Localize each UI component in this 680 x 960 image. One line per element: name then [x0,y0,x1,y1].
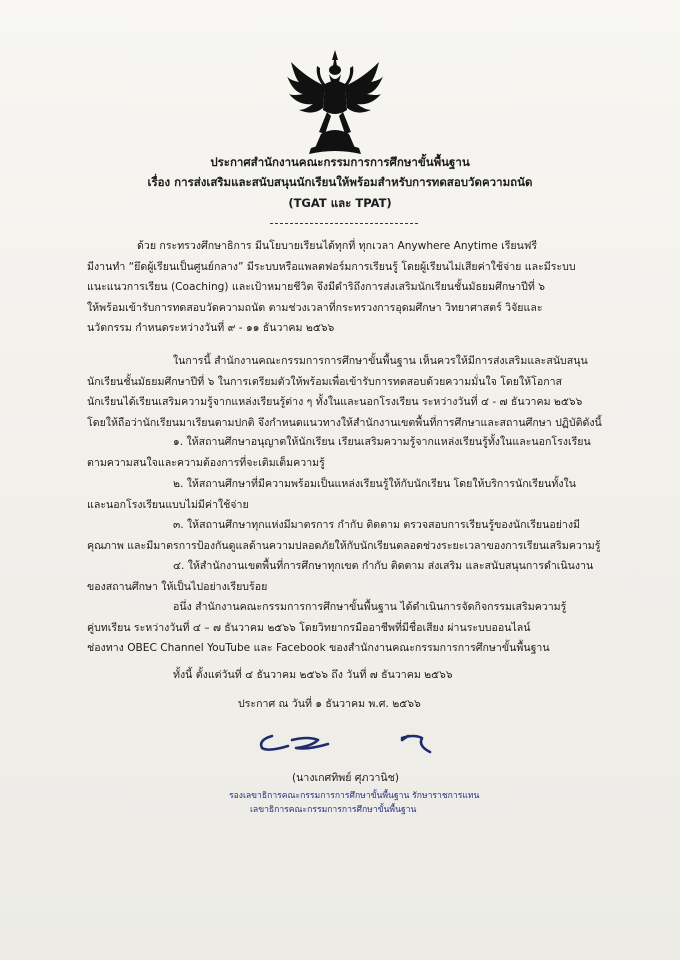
text-line: ของสถานศึกษา ให้เป็นไปอย่างเรียบร้อย [87,580,268,593]
announcement-subtitle: (TGAT และ TPAT) [288,196,392,210]
text-line: ให้พร้อมเข้ารับการทดสอบวัดความถนัด ตามช่วงเวลาที่กระทรวงการอุดมศึกษา วิทยาศาสตร์ วิจัยและ [87,301,543,314]
text-line: นวัตกรรม กำหนดระหว่างวันที่ ๙ - ๑๑ ธันวาคม ๒๕๖๖ [87,322,335,335]
text-line: ๔. ให้สำนักงานเขตพื้นที่การศึกษาทุกเขต กำกับ ติดตาม ส่งเสริม และสนับสนุนการดำเนินงาน [173,560,594,572]
text-line: ๓. ให้สถานศึกษาทุกแห่งมีมาตรการ กำกับ ติดตาม ตรวจสอบการเรียนรู้ของนักเรียนอย่างมี [173,519,581,531]
text-line: คู่บทเรียน ระหว่างวันที่ ๔ – ๗ ธันวาคม ๒๕๖๖ โดยวิทยากรมืออาชีพที่มีชื่อเสียง ผ่านระบบออนไลน์ [87,621,531,634]
signatory-name: (นางเกศทิพย์ ศุภวานิช) [292,772,399,784]
list-item-2 [87,474,576,515]
text-line: ในการนี้ สำนักงานคณะกรรมการการศึกษาขั้นพื้นฐาน เห็นควรให้มีการส่งเสริมและสนับสนุน [173,355,588,367]
signatory-title-acting: รองเลขาธิการคณะกรรมการการศึกษาขั้นพื้นฐาน รักษาราชการแทน [229,791,480,801]
text-line: มีงานทำ “ยึดผู้เรียนเป็นศูนย์กลาง” มีระบบหรือแพลตฟอร์มการเรียนรู้ โดยผู้เรียนไม่เสียค่าใช้จ่าย และมีระบบ [87,260,576,273]
announcement-date: ประกาศ ณ วันที่ ๑ ธันวาคม พ.ศ. ๒๕๖๖ [238,698,421,710]
text-line: ๑. ให้สถานศึกษาอนุญาตให้นักเรียน เรียนเสริมความรู้จากแหล่งเรียนรู้ทั้งในและนอกโรงเรียน [173,436,591,448]
text-line: โดยให้ถือว่านักเรียนมาเรียนตามปกติ จึงกำหนดแนวทางให้สำนักงานเขตพื้นที่การศึกษาและสถานศึกษา ปฏิบัติดังนี้ [87,416,602,429]
text-line: และนอกโรงเรียนแบบไม่มีค่าใช้จ่าย [87,498,249,511]
signatory-title: เลขาธิการคณะกรรมการการศึกษาขั้นพื้นฐาน [250,805,417,815]
list-item-3 [87,515,600,556]
text-line: อนึ่ง สำนักงานคณะกรรมการการศึกษาขั้นพื้นฐาน ได้ดำเนินการจัดกิจกรรมเสริมความรู้ [173,601,567,613]
title-separator [270,223,418,224]
list-item-4 [87,556,593,597]
effective-period: ทั้งนี้ ตั้งแต่วันที่ ๔ ธันวาคม ๒๕๖๖ ถึง วันที่ ๗ ธันวาคม ๒๕๖๖ [173,669,453,681]
text-line: ตามความสนใจและความต้องการที่จะเติมเต็มความรู้ [87,456,325,469]
text-line: นักเรียนได้เรียนเสริมความรู้จากแหล่งเรียนรู้ต่าง ๆ ทั้งในและนอกโรงเรียน ระหว่างวันที่ ๔ - ๗ ธันวาคม ๒๕๖๖ [87,396,583,409]
garuda-emblem-icon [285,48,385,160]
announcement-subject: เรื่อง การส่งเสริมและสนับสนุนนักเรียนให้พร้อมสำหรับการทดสอบวัดความถนัด [147,175,533,189]
text-line: ๒. ให้สถานศึกษาที่มีความพร้อมเป็นแหล่งเรียนรู้ให้กับนักเรียน โดยให้บริการนักเรียนทั้งใน [173,478,576,490]
text-line: คุณภาพ และมีมาตรการป้องกันดูแลด้านความปลอดภัยให้กับนักเรียนตลอดช่วงระยะเวลาของการเรียนเสริมความรู้ [87,539,601,552]
handwritten-signature [252,726,452,760]
paragraph-online-activity [87,597,566,659]
list-item-1 [87,432,591,473]
paragraph-intro [87,236,576,339]
text-line: ช่องทาง OBEC Channel YouTube และ Facebook ของสำนักงานคณะกรรมการการศึกษาขั้นพื้นฐาน [87,642,550,655]
text-line: นักเรียนชั้นมัธยมศึกษาปีที่ ๖ ในการเตรียมตัวให้พร้อมเพื่อเข้ารับการทดสอบด้วยความมั่นใจ โดยให้โอกาส [87,375,563,388]
announcement-title: ประกาศสำนักงานคณะกรรมการการศึกษาขั้นพื้นฐาน [210,155,470,169]
text-line: ด้วย กระทรวงศึกษาธิการ มีนโยบายเรียนได้ทุกที่ ทุกเวลา Anywhere Anytime เรียนฟรี [137,240,538,252]
paragraph-policy [87,351,602,433]
text-line: แนะแนวการเรียน (Coaching) และเป้าหมายชีวิต จึงมีดำริถึงการส่งเสริมนักเรียนชั้นมัธยมศึกษาปีที่ ๖ [87,281,545,294]
